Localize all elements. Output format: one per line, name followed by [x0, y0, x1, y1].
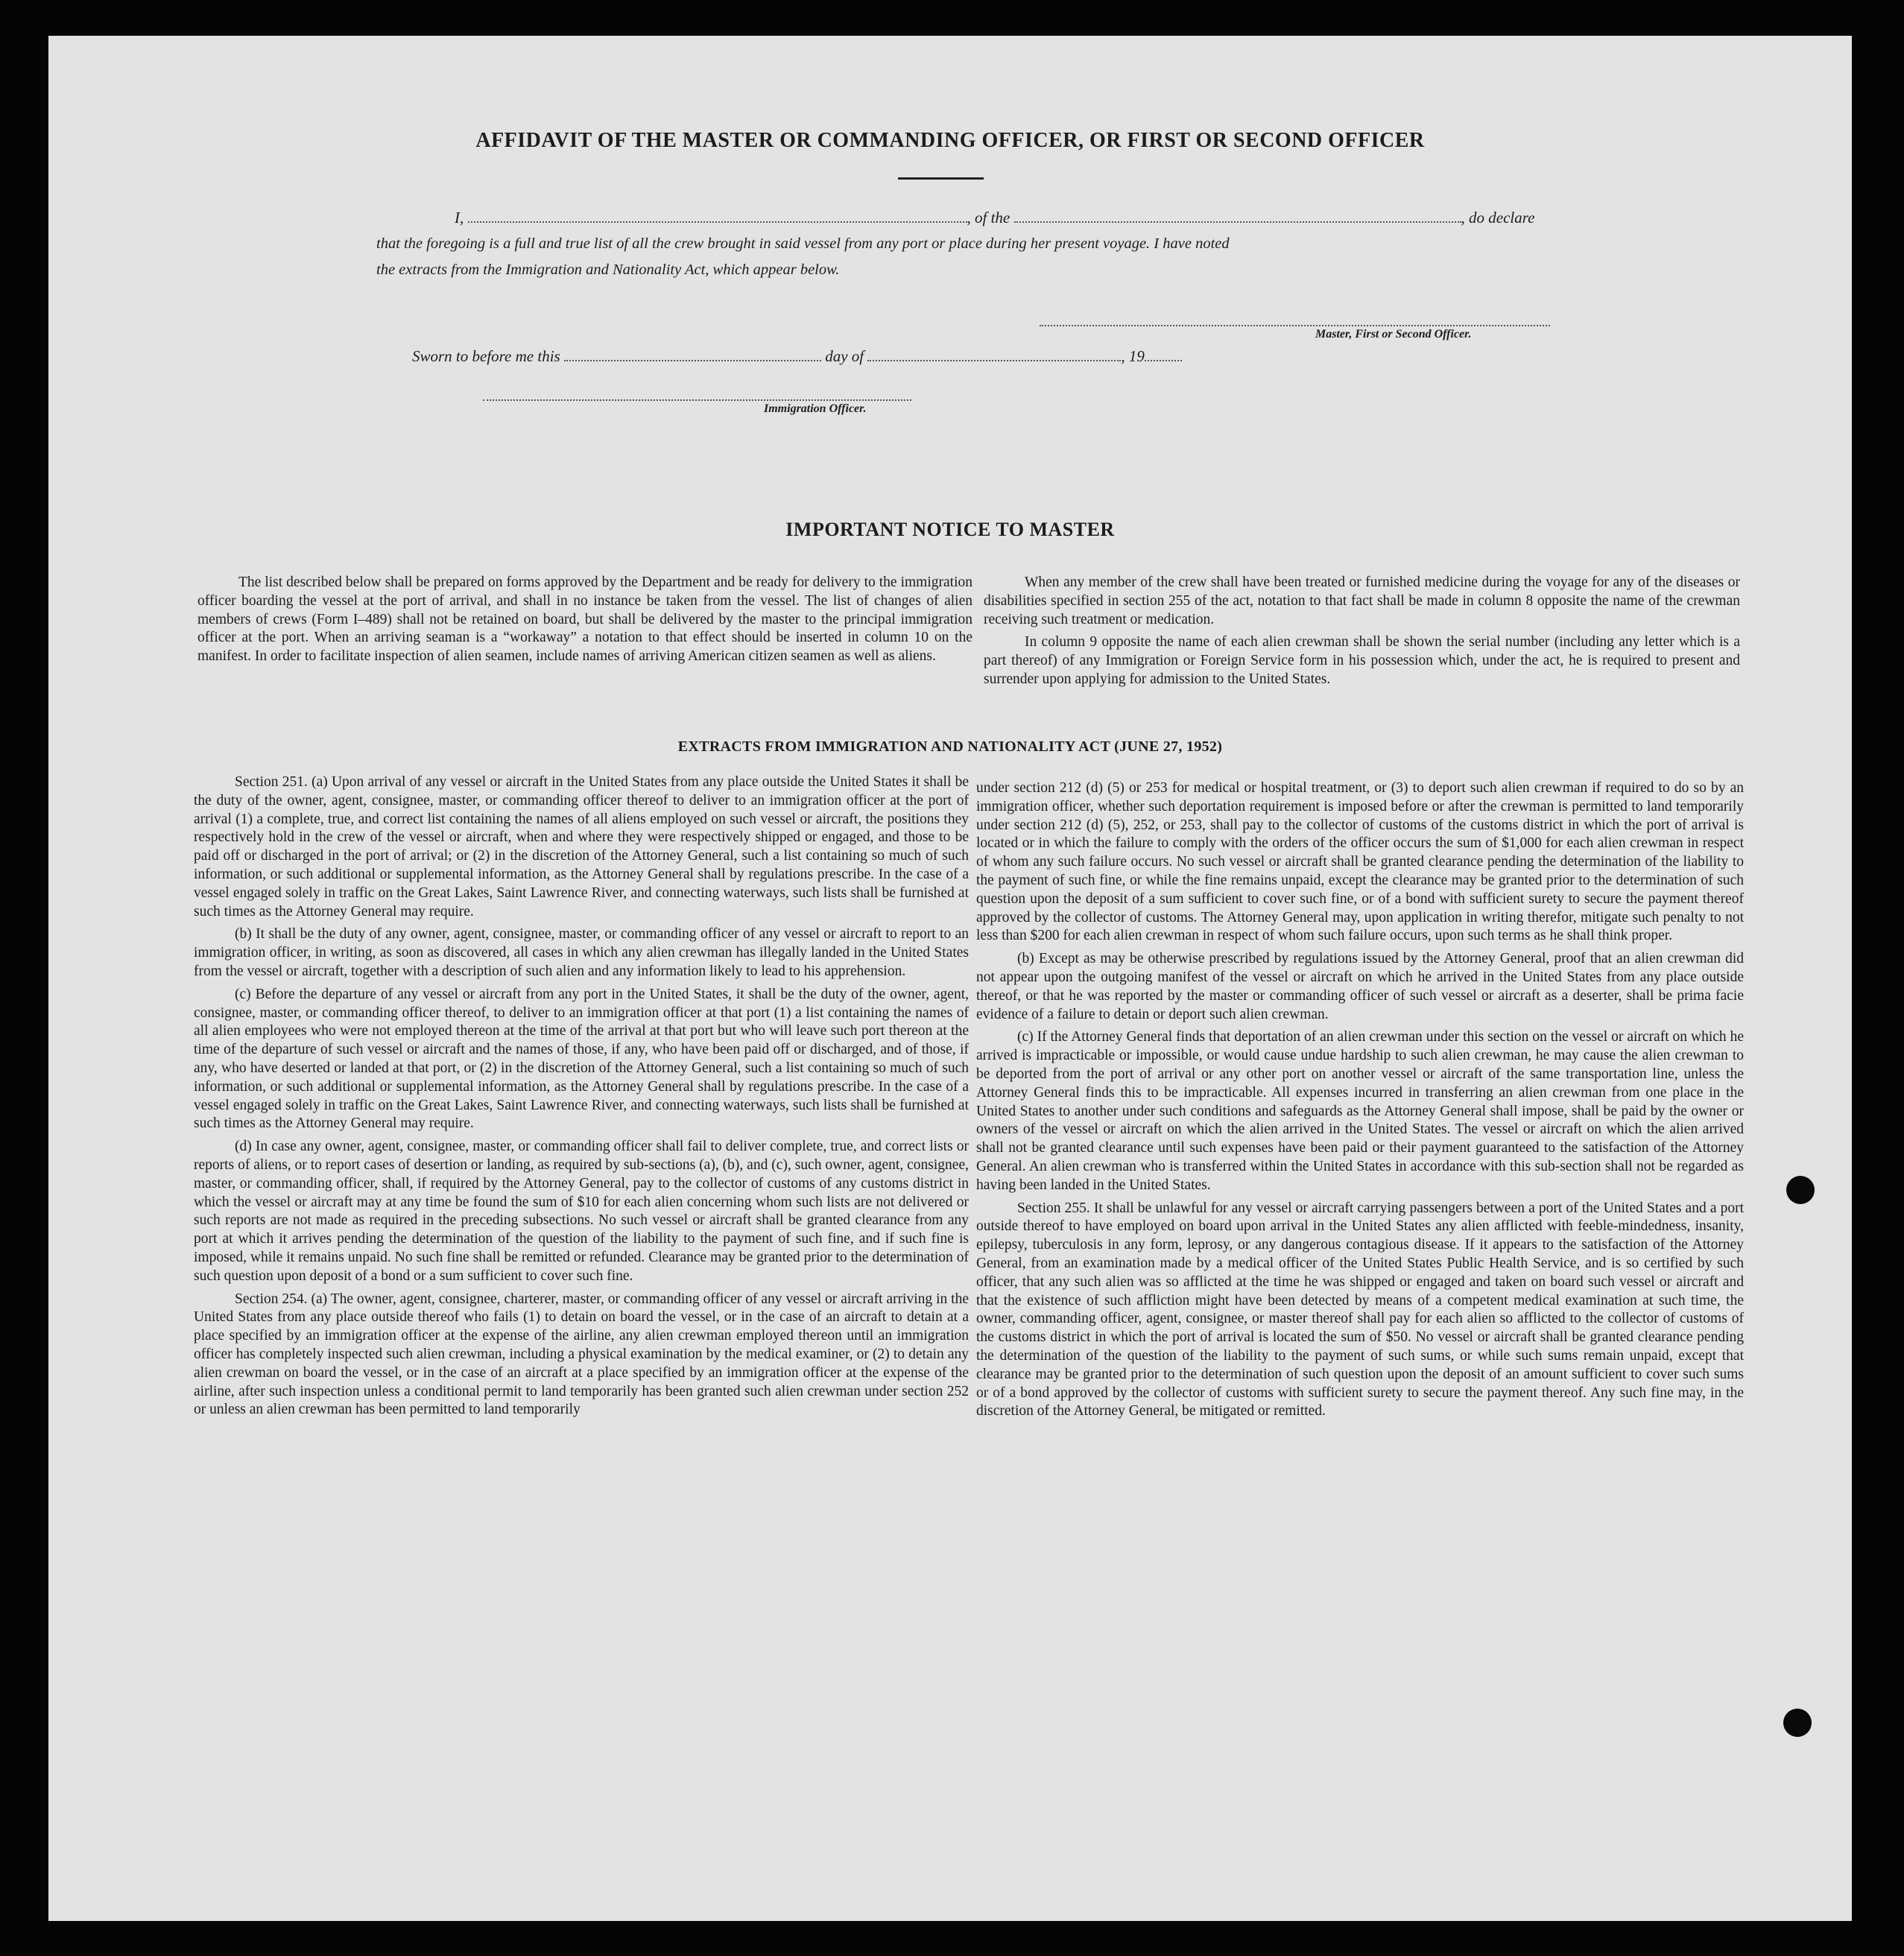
declarant-prefix: I, — [455, 209, 464, 227]
notice-paragraph: In column 9 opposite the name of each alien crewman shall be shown the serial number (including any letter which is a part thereof) of any Immigration or Foreign Service form in his possession which, under the act, he is required to present and surrender upon applying for admission to the United States. — [984, 634, 1740, 687]
immigration-officer-caption: Immigration Officer. — [764, 402, 867, 415]
notice-right-column — [984, 574, 1740, 694]
sworn-month-blank[interactable] — [867, 359, 1121, 361]
affidavit-statement-line-2: the extracts from the Immigration and Nationality Act, which appear below. — [376, 262, 840, 278]
immigration-officer-signature-line[interactable] — [483, 399, 911, 401]
extracts-left-column — [194, 773, 969, 1424]
section-251-a: Section 251. (a) Upon arrival of any vessel or aircraft in the United States from any place outside the United States it shall be the duty of the owner, agent, consignee, master, or commanding officer thereof to deliver to an immigration officer at the port of arrival (1) a complete, true, and correct list containing the names of all aliens employed on such vessel or aircraft, the positions they respectively hold in the crew of the vessel or aircraft, when and where they were respectively shipped or engaged, and those to be paid off or discharged in the port of arrival; or (2) in the discretion of the Attorney General, such a list containing so much of such information, or such additional or supplemental information, as the Attorney General shall by regulations prescribe. In the case of a vessel engaged solely in traffic on the Great Lakes, Saint Lawrence River, and connecting waterways, such lists shall be furnished at such times as the Attorney General may require. — [194, 774, 969, 920]
notice-paragraph: When any member of the crew shall have been treated or furnished medicine during the voyage for any of the diseases or disabilities specified in section 255 of the act, notation to that fact shall be made in column 8 opposite the name of the crewman receiving such treatment or medication. — [984, 575, 1740, 627]
declarant-name-blank[interactable] — [468, 221, 967, 223]
of-the-label: , of the — [967, 209, 1010, 227]
punch-hole-mark — [1786, 1176, 1815, 1204]
master-signature-caption: Master, First or Second Officer. — [1315, 328, 1472, 341]
notice-heading: IMPORTANT NOTICE TO MASTER — [785, 519, 1115, 540]
extracts-right-column — [976, 779, 1744, 1425]
affidavit-title: AFFIDAVIT OF THE MASTER OR COMMANDING OFFICER, OR FIRST OR SECOND OFFICER — [475, 129, 1425, 152]
sworn-year-blank[interactable] — [1145, 359, 1182, 361]
section-251-c: (c) Before the departure of any vessel or aircraft from any port in the United States, it shall be the duty of the owner, agent, consignee, master, or commanding officer thereof, to deliver to an immigration officer at that port (1) a list containing the names of all alien employees who were not employed thereon at the time of the arrival at that port but who will leave such port thereon at the time of the departure of such vessel or aircraft and the names of those, if any, who have been paid off or discharged, and of those, if any, who have deserted or landed at that port, or (2) in the discretion of the Attorney General, such a list containing so much of such information, or such additional or supplemental information, as the Attorney General shall by regulations prescribe. In the case of a vessel engaged solely in traffic on the Great Lakes, Saint Lawrence River, and connecting waterways, such lists shall be furnished at such times as the Attorney General may require. — [194, 986, 969, 1132]
section-255: Section 255. It shall be unlawful for any vessel or aircraft carrying passengers between a port of the United States and a port outside thereof to have employed on board upon arrival in the United States any alien afflicted with feeble-mindedness, insanity, epilepsy, tuberculosis in any form, leprosy, or any dangerous contagious disease. If it appears to the satisfaction of the Attorney General, from an examination made by a medical officer of the United States Public Health Service, and is so certified by such officer, that any such alien was so afflicted at the time he was shipped or engaged and taken on board such vessel or aircraft and that the existence of such affliction might have been detected by means of a competent medical examination at such time, the owner, commanding officer, agent, consignee, or master thereof shall pay for each alien so afflicted to the collector of customs of the customs district in which the port of arrival is located the sum of $50. No vessel or aircraft shall be granted clearance pending the determination of the question of the liability to the payment of such sums, or while such sums remain unpaid, except that clearance may be granted prior to the determination of such question upon the deposit of an amount sufficient to cover such sums or of a bond approved by the collector of customs with sufficient surety to secure the payment thereof. Any such fine may, in the discretion of the Attorney General, be mitigated or remitted. — [976, 1200, 1744, 1419]
notice-left-column — [197, 574, 972, 671]
sworn-prefix: Sworn to before me this — [412, 347, 560, 365]
section-251-d: (d) In case any owner, agent, consignee, master, or commanding officer shall fail to deliver complete, true, and correct lists or reports of aliens, or to report cases of desertion or landing, as required by sub-sections (a), (b), and (c), such owner, agent, consignee, master, or commanding officer, shall, if required by the Attorney General, pay to the collector of customs of any customs district in which the vessel or aircraft may at any time be found the sum of $10 for each alien concerning whom such lists are not delivered or such reports are not made as required in the preceding subsections. No such vessel or aircraft shall be granted clearance from any port at which it arrives pending the determination of the question of the liability to the payment of such fine, and if such fine is imposed, while it remains unpaid. No such fine shall be remitted or refunded. Clearance may be granted prior to the determination of such question upon deposit of a bond or a sum sufficient to cover such fine. — [194, 1139, 969, 1284]
affidavit-declaration-line — [455, 209, 1534, 227]
section-251-b: (b) It shall be the duty of any owner, agent, consignee, master, or commanding officer of any vessel or aircraft to report to an immigration officer, in writing, as soon as discovered, all cases in which any alien crewman has illegally landed in the United States from the vessel or aircraft, together with a description of such alien and any information likely to lead to his apprehension. — [194, 926, 969, 979]
master-signature-line[interactable] — [1040, 325, 1550, 326]
notice-paragraph: The list described below shall be prepared on forms approved by the Department and be ready for delivery to the immigration officer boarding the vessel at the port of arrival, and shall in no instance be taken from the vessel. The list of changes of alien members of crews (Form I–489) shall not be retained on board, but shall be delivered by the master to the principal immigration officer at the port. When an arriving seaman is a “workaway” a notation to that effect should be inserted in column 10 on the manifest. In order to facilitate inspection of alien seamen, include names of arriving American citizen seamen as well as aliens. — [197, 575, 972, 665]
sworn-day-blank[interactable] — [564, 359, 821, 361]
title-divider — [898, 177, 984, 180]
punch-hole-mark — [1783, 1709, 1812, 1737]
section-254-a-continued: under section 212 (d) (5) or 253 for medical or hospital treatment, or (3) to deport such alien crewman if required to do so by an immigration officer, whether such deportation requirement is imposed before or after the crewman is permitted to land temporarily under section 212 (d) (5), 252, or 253, shall pay to the collector of customs of the customs district in which the port of arrival is located or in which the failure to comply with the orders of the officer occurs the sum of $1,000 for each alien crewman in respect of whom any such failure occurs. No such vessel or aircraft shall be granted clearance pending the determination of the liability to the payment of such fine, or while the fine remains unpaid, except the clearance may be granted prior to the determination of such question upon the deposit of a sum sufficient to cover such fine, or of a bond with sufficient surety to secure the payment thereof approved by the collector of customs. The Attorney General may, upon application in writing therefor, mitigate such penalty to not less than $200 for each alien crewman in respect of whom such failure occurs, upon such terms as he shall think proper. — [976, 780, 1744, 944]
do-declare-label: , do declare — [1461, 209, 1535, 227]
vessel-name-blank[interactable] — [1014, 221, 1461, 223]
day-of-label: day of — [825, 347, 864, 365]
affidavit-statement-line: that the foregoing is a full and true list of all the crew brought in said vessel from any port or place during her present voyage. I have noted — [376, 235, 1230, 252]
sworn-line — [412, 347, 1182, 366]
section-254-b: (b) Except as may be otherwise prescribed by regulations issued by the Attorney General, proof that an alien crewman did not appear upon the outgoing manifest of the vessel or aircraft on which he arrived in the United States from any place outside thereof, or that he was reported by the master or commanding officer of such vessel or aircraft as a deserter, shall be prima facie evidence of a failure to detain or deport such alien crewman. — [976, 951, 1744, 1022]
section-254-a: Section 254. (a) The owner, agent, consignee, charterer, master, or commanding officer of any vessel or aircraft arriving in the United States from any place outside thereof who fails (1) to detain on board the vessel, or in the case of an aircraft to detain at a place specified by an immigration officer at the expense of the airline, any alien crewman employed thereon until an immigration officer has completely inspected such alien crewman, including a physical examination by the medical examiner, or (2) to detain any alien crewman on board the vessel, or in the case of an aircraft at a place specified by an immigration officer at the expense of the airline, after such inspection unless a conditional permit to land temporarily has been granted such alien crewman under section 252 or unless an alien crewman has been permitted to land temporarily — [194, 1291, 969, 1418]
year-prefix-label: , 19 — [1121, 347, 1145, 365]
document-page — [48, 36, 1852, 1921]
extracts-heading: EXTRACTS FROM IMMIGRATION AND NATIONALITY ACT (JUNE 27, 1952) — [677, 738, 1223, 755]
section-254-c: (c) If the Attorney General finds that deportation of an alien crewman under this section on the vessel or aircraft on which he arrived is impracticable or impossible, or would cause undue hardship to such alien crewman, he may cause the alien crewman to be deported from the port of arrival or any other port on another vessel or aircraft of the same transportation line, unless the Attorney General finds this to be impracticable. All expenses incurred in transferring an alien crewman from one place in the United States to another under such conditions and safeguards as the Attorney General shall impose, shall be paid by the owner or owners of the vessel or aircraft on which the alien arrived in the United States. The vessel or aircraft on which the alien arrived shall not be granted clearance until such expenses have been paid or their payment guaranteed to the satisfaction of the Attorney General. An alien crewman who is transferred within the United States in accordance with this sub-section shall not be regarded as having been landed in the United States. — [976, 1029, 1744, 1193]
